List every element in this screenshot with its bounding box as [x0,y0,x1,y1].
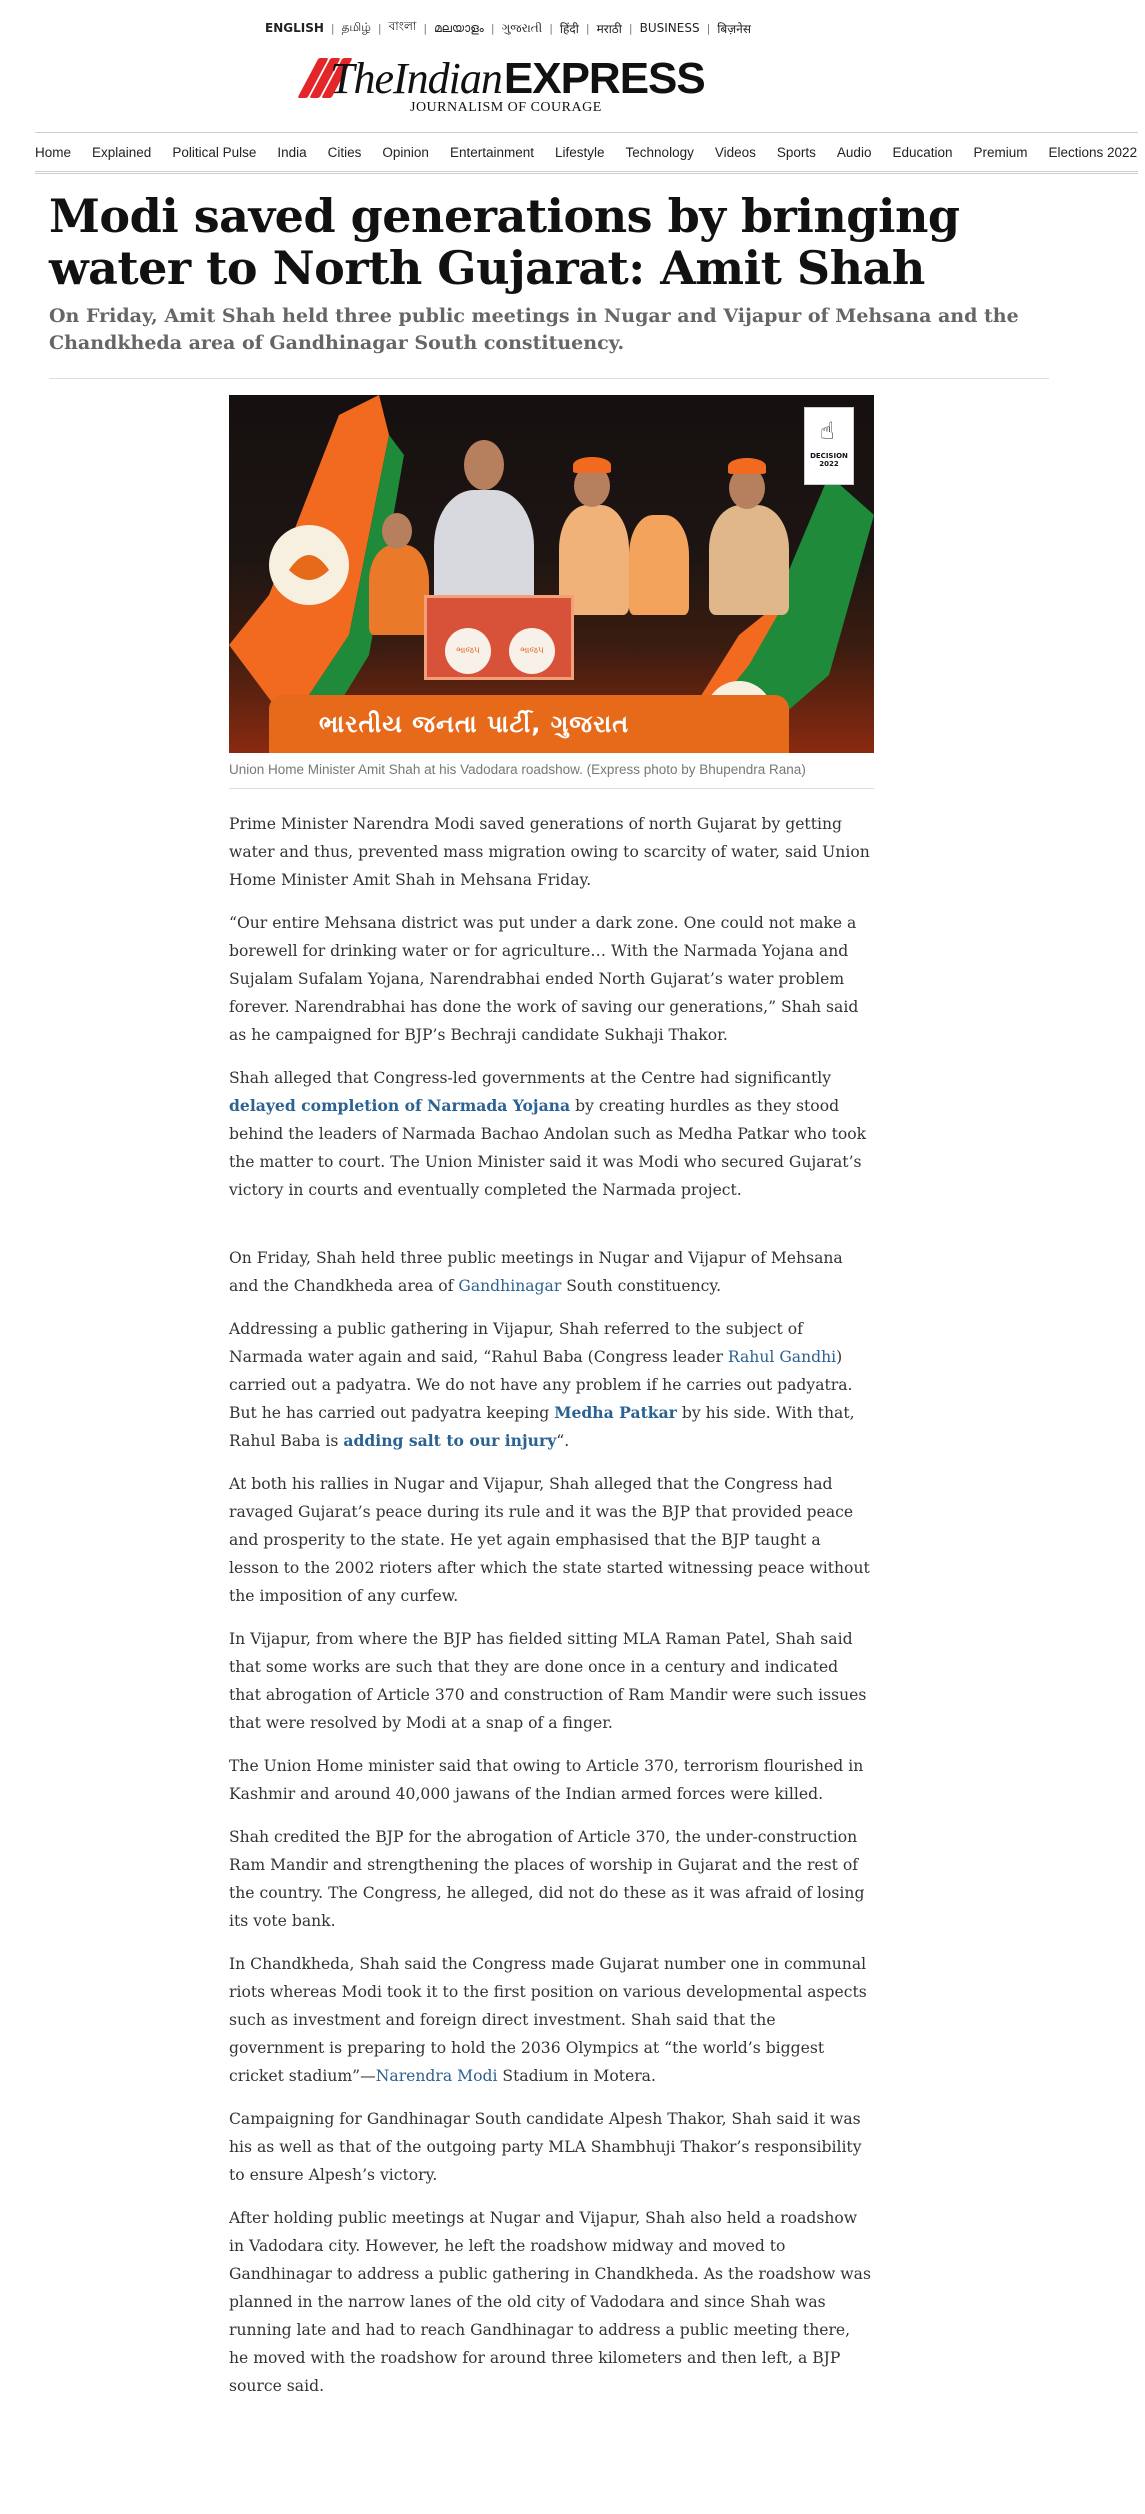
person-head [382,513,412,549]
lang-bangla[interactable]: বাংলা [388,19,417,33]
main-navigation [35,132,1138,174]
person-head [464,440,504,490]
paragraph: In Chandkheda, Shah said the Congress made Gujarat number one in communal riots whereas Modi took it to the first position on various developmental aspects such as investment and foreign direct investment. Shah said that the government is preparing to hold the 2036 Olympics at “the world’s biggest cricket stadium”—Narendra Modi Stadium in Motera. [229,1955,867,2085]
divider [49,378,1049,379]
site-logo[interactable] [300,54,710,124]
separator: | [377,21,382,35]
paragraph: Shah alleged that Congress-led governments at the Centre had significantly delayed completion of Narmada Yojana by creating hurdles as they stood behind the leaders of Narmada Bachao Andolan such as Medha Patkar who took the matter to court. The Union Minister said it was Modi who secured Gujarat’s victory in courts and eventually completed the Narmada project. [229,1069,867,1199]
paragraph: In Vijapur, from where the BJP has fielded sitting MLA Raman Patel, Shah said that some works are such that they are done once in a century and indicated that abrogation of Article 370 and construction of Ram Mandir were such issues that were resolved by Modi at a snap of a finger. [229,1630,867,1732]
saffron-cap [573,457,611,473]
paragraph: On Friday, Shah held three public meetings in Nugar and Vijapur of Mehsana and the Chandkheda area of Gandhinagar South constituency. [229,1249,843,1295]
logo-title: TheIndianEXPRESS [330,54,705,103]
lang-gujarati[interactable]: ગુજરાતી [501,20,543,35]
article-body [229,810,874,2415]
decision-2022-badge: ☝ DECISION 2022 [804,407,854,485]
nav-lifestyle[interactable]: Lifestyle [555,144,605,160]
link-rahul-gandhi[interactable]: Rahul Gandhi [727,1348,837,1366]
ad-spacer [229,1219,874,1244]
paragraph: Addressing a public gathering in Vijapur, Shah referred to the subject of Narmada water again and said, “Rahul Baba (Congress leader Rahul Gandhi) carried out a padyatra. We do not have any problem if he carries out padyatra. But he has carried out padyatra keeping Medha Patkar by his side. With that, Rahul Baba is adding salt to our injury“. [229,1320,855,1450]
language-bar [265,18,758,38]
lang-hindi[interactable]: हिंदी [559,21,579,36]
paragraph: At both his rallies in Nugar and Vijapur, Shah alleged that the Congress had ravaged Gujarat’s peace during its rule and it was the BJP that provided peace and prosperity to the state. He yet again emphasised that the BJP taught a lesson to the 2002 rioters after which the state started witnessing peace without the imposition of any curfew. [229,1475,870,1605]
separator: | [330,21,335,35]
lang-tamil[interactable]: தமிழ் [341,20,371,34]
divider [229,788,874,789]
nav-audio[interactable]: Audio [836,144,872,160]
nav-education[interactable]: Education [892,144,953,160]
nav-explained[interactable]: Explained [92,144,152,160]
nav-videos[interactable]: Videos [714,144,756,160]
link-narmada-yojana[interactable]: delayed completion of Narmada Yojana [229,1096,571,1115]
link-narendra-modi[interactable]: Narendra Modi [375,2067,498,2085]
lang-business-hindi[interactable]: बिज़नेस [717,21,751,36]
link-medha-patkar[interactable]: Medha Patkar [554,1403,677,1422]
lectern: ભાજપ ભાજપ [424,595,574,680]
nav-opinion[interactable]: Opinion [382,144,429,160]
lang-business[interactable]: BUSINESS [639,21,700,35]
person-figure [629,515,689,615]
separator: | [628,21,633,35]
nav-technology[interactable]: Technology [625,144,694,160]
article-photo[interactable] [229,395,874,753]
separator: | [706,21,711,35]
nav-elections-2022[interactable]: Elections 2022 [1048,144,1138,160]
separator: | [549,21,553,35]
paragraph: The Union Home minister said that owing to Article 370, terrorism flourished in Kashmir and around 40,000 jawans of the Indian armed forces were killed. [229,1757,864,1803]
nav-sports[interactable]: Sports [776,144,816,160]
saffron-cap [728,458,766,474]
paragraph: After holding public meetings at Nugar and Vijapur, Shah also held a roadshow in Vadodara city. However, he left the roadshow midway and moved to Gandhinagar to address a public gathering in Chandkheda. As the roadshow was planned in the narrow lanes of the old city of Vadodara and since Shah was running late and had to reach Gandhinagar to address a public meeting there, he moved with the roadshow for around three kilometers and then left, a BJP source said. [229,2209,871,2395]
page-title: Modi saved generations by bringing water to North Gujarat: Amit Shah [49,189,960,295]
nav-cities[interactable]: Cities [327,144,362,160]
link-adding-salt[interactable]: adding salt to our injury [343,1431,557,1450]
paragraph: Shah credited the BJP for the abrogation of Article 370, the under-construction Ram Mandir and strengthening the places of worship in Gujarat and the rest of the country. The Congress, he alleged, did not do these as it was afraid of losing its vote bank. [229,1828,865,1930]
lang-marathi[interactable]: मराठी [596,21,622,36]
separator: | [423,21,428,35]
nav-entertainment[interactable]: Entertainment [449,144,534,160]
link-gandhinagar[interactable]: Gandhinagar [458,1277,562,1295]
logo-tagline: JOURNALISM OF COURAGE [410,100,602,115]
separator: | [585,21,590,35]
nav-india[interactable]: India [277,144,307,160]
paragraph: Prime Minister Narendra Modi saved generations of north Gujarat by getting water and thus, prevented mass migration owing to scarcity of water, said Union Home Minister Amit Shah in Mehsana Friday. [229,815,870,889]
article-subheadline: On Friday, Amit Shah held three public meetings in Nugar and Vijapur of Mehsana and the Chandkheda area of Gandhinagar South constituency. [49,305,1019,354]
nav-home[interactable]: Home [35,144,72,160]
paragraph: “Our entire Mehsana district was put under a dark zone. One could not make a borewell for drinking water or for agriculture… With the Narmada Yojana and Sujalam Sufalam Yojana, Narendrabhai ended North Gujarat’s water problem forever. Narendrabhai has done the work of saving our generations,” Shah said as he campaigned for BJP’s Bechraji candidate Sukhaji Thakor. [229,914,859,1044]
separator: | [490,21,495,35]
vehicle-banner-text: ભારતીય જનતા પાર્ટી, ગુજરાત [319,710,630,738]
lang-english[interactable]: ENGLISH [265,21,324,35]
logo-stripes-icon [300,58,334,98]
paragraph: Campaigning for Gandhinagar South candidate Alpesh Thakor, Shah said it was his as well as that of the outgoing party MLA Shambhuji Thakor’s responsibility to ensure Alpesh’s victory. [229,2110,862,2184]
vote-hand-icon: ☝ [820,417,835,445]
lang-malayalam[interactable]: മലയാളം [434,20,484,35]
photo-caption: Union Home Minister Amit Shah at his Vadodara roadshow. (Express photo by Bhupendra Rana) [229,762,806,777]
person-figure [369,545,429,635]
nav-premium[interactable]: Premium [973,144,1028,160]
person-figure [709,505,789,615]
nav-political-pulse[interactable]: Political Pulse [172,144,257,160]
